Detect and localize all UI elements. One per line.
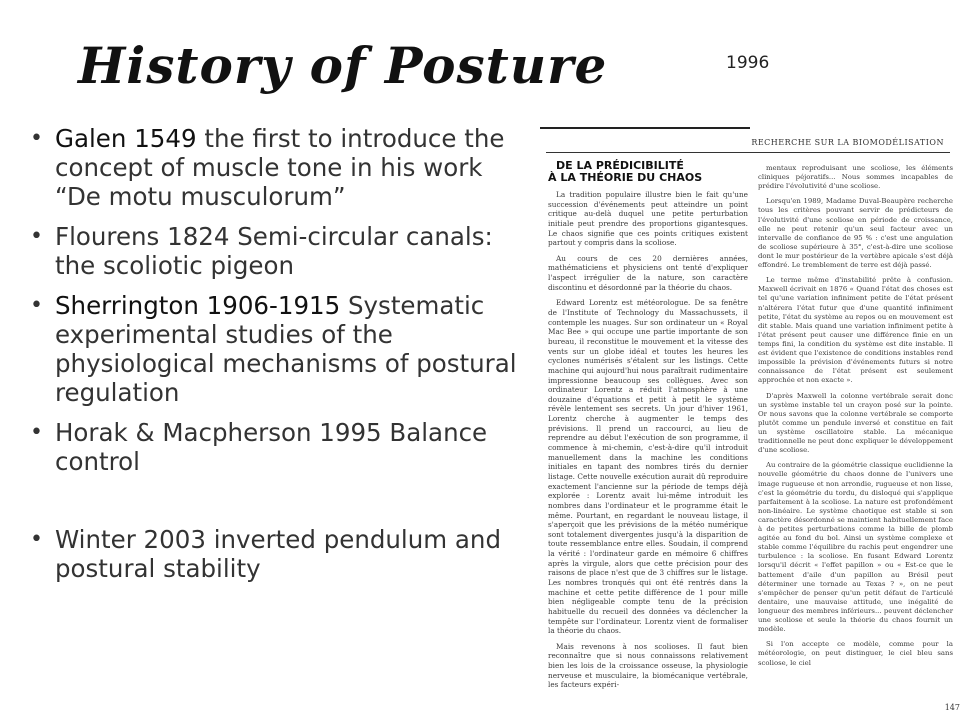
bullet-winter [28, 525, 528, 583]
bullet-list [28, 124, 528, 583]
bullet-lead: Galen 1549 [55, 124, 197, 153]
slide-title: History of Posture [78, 36, 608, 95]
scan-top-rule [540, 127, 750, 129]
article-paragraph: Au cours de ces 20 dernières années, mathématiciens et physiciens ont tenté d'expliquer l'aspect irrégulier de la nature, son caractère discontinu et désordonné par la théorie du chaos. [548, 253, 748, 292]
bullet-text: the first to introduce the concept of muscle tone in his work “De motu musculorum” [55, 124, 505, 211]
scanned-article [538, 124, 960, 720]
running-head-text: RECHERCHE SUR LA BIOMODÉLISATION [751, 138, 944, 147]
article-paragraph: Si l'on accepte ce modèle, comme pour la météorologie, on peut distinguer, le ciel bleu sans scoliose, le ciel [758, 640, 953, 667]
bullet-lead: Sherrington 1906-1915 [55, 291, 341, 320]
article-paragraph: D'après Maxwell la colonne vertébrale serait donc un système instable tel un crayon posé sur la pointe. Or nous savons que la colonne vertébrale se comporte plutôt comme un pendule inversé et constitue en fait un système oscillatoire stable. La mécanique traditionnelle ne peut donc expliquer le développement d'une scoliose. [758, 391, 953, 455]
bullet-sherrington [28, 291, 528, 407]
bullet-galen [28, 124, 528, 211]
bullet-text: Systematic experimental studies of the physiological mechanisms of postural regulation [55, 291, 517, 407]
running-head [546, 138, 950, 153]
bullet-text: Horak & Macpherson 1995 Balance control [55, 418, 488, 476]
year-label: 1996 [726, 53, 770, 73]
article-title: DE LA PRÉDICIBILITÉ À LA THÉORIE DU CHAOS [548, 159, 703, 184]
bullet-text: Flourens 1824 Semi-circular canals: the scoliotic pigeon [55, 222, 493, 280]
article-paragraph: Edward Lorentz est météorologue. De sa fenêtre de l'Institute of Technology du Massachussets, il contemple les nuages. Sur son ordinateur un « Royal Mac Bee » qui occupe une partie importante de son bureau, il reconstitue le mouvement et la vitesse des vents sur un globe idéal et toutes les heures les cyclones numérisés s'étalent sur les listings. Cette machine qui aujourd'hui nous paraîtrait rudimentaire impressionne beaucoup ses collègues. Avec son ordinateur Lorentz a réduit l'atmosphère à une douzaine d'équations et petit à petit le système révèle lentement ses secrets. Un jour d'hiver 1961, Lorentz cherche à augmenter le temps des prévisions. Il prend un raccourci, au lieu de reprendre au début l'exécution de son programme, il commence à mi-chemin, c'est-à-dire qu'il introduit manuellement dans la machine les conditions initiales en tapant des nombres tirés du dernier listage. Cette nouvelle exécution aurait dû reproduire exactement l'ancienne sur la période de temps déjà explorée : Lorentz avait lui-même introduit les nombres dans l'ordinateur et le programme était le même. Pourtant, en regardant le nouveau listage, il s'aperçoit que les prévisions de la météo numérique sont totalement divergentes jusqu'à la disparition de toute ressemblance entre elles. Soudain, il comprend la vérité : l'ordinateur garde en mémoire 6 chiffres après la virgule, alors que cette précision pour des raisons de place n'est que de 3 chiffres sur le listage. Les nombres tronqués qui ont été rentrés dans la machine et cette petite différence de 1 pour mille bien négligeable compte tenu de la précision habituelle du recueil des données va déclencher la tempête sur l'ordinateur. Lorentz vient de formaliser la théorie du chaos. [548, 298, 748, 636]
bullet-horak [28, 418, 528, 476]
article-paragraph: Lorsqu'en 1989, Madame Duval-Beaupère recherche tous les critères pouvant servir de prédicteurs de l'évolutivité d'une scoliose en période de croissance, elle ne peut retenir qu'un seul facteur avec un intervalle de confiance de 95 % : c'est une angulation de scoliose supérieure à 35°, c'est-à-dire une scoliose dont le mur postérieur de la vertèbre apicale s'est déjà effondré. Le tremblement de terre est déjà passé. [758, 197, 953, 270]
article-paragraph: Au contraire de la géométrie classique euclidienne la nouvelle géométrie du chaos donne de l'univers une image rugueuse et non arrondie, rugueuse et non lisse, c'est la géométrie du tordu, du disloqué qui s'applique parfaitement à la scoliose. La nature est profondément non-linéaire. Le système chaotique est stable si son caractère désordonné se maintient habituellement face à de petites perturbations comme la bille de plomb agitée au fond du bol. Ainsi un système complexe et stable comme l'équilibre du rachis peut engendrer une turbulence : la scoliose. En fusant Edward Lorentz lorsqu'il décrit « l'effet papillon » ou « Est-ce que le battement d'aile d'un papillon au Brésil peut déterminer une tornade au Texas ? », on ne peut s'empêcher de penser qu'un petit défaut de l'articulé dentaire, une mauvaise attitude, une inégalité de longueur des membres inférieurs... peuvent déclencher une scoliose et seule la théorie du chaos fournit un modèle. [758, 461, 953, 634]
page-number: 147 [944, 703, 960, 712]
article-right-column [758, 164, 953, 674]
bullet-text: Winter 2003 inverted pendulum and postural stability [55, 525, 502, 583]
article-paragraph: La tradition populaire illustre bien le fait qu'une succession d'événements peut atteindre un point critique au-delà duquel une petite perturbation initiale peut prendre des proportions gigantesques. Le chaos signifie que ces points critiques existent partout y compris dans la scoliose. [548, 190, 748, 248]
article-paragraph: Le terme même d'instabilité prête à confusion. Maxwell écrivait en 1876 « Quand l'état des choses est tel qu'une variation infiniment petite de l'état présent n'altérera l'état futur que d'une quantité infiniment petite, l'état du système au repos ou en mouvement est dit stable. Mais quand une variation infiniment petite à l'état présent peut causer une différence finie en un temps fini, la condition du système est dite instable. Il est évident que l'existence de conditions instables rend impossible la prévision d'événements futurs si notre connaissance de l'état présent est seulement approchée et non exacte ». [758, 276, 953, 385]
article-paragraph: Mais revenons à nos scolioses. Il faut bien reconnaître que si nous connaissons relativement bien les lois de la croissance osseuse, la physiologie nerveuse et musculaire, la biomécanique vertébrale, les facteurs expéri- [548, 641, 748, 690]
article-paragraph: mentaux reproduisant une scoliose, les éléments cliniques péjoratifs... Nous sommes incapables de prédire l'évolutivité d'une scoliose. [758, 164, 953, 191]
bullet-flourens [28, 222, 528, 280]
article-left-column [548, 160, 748, 696]
